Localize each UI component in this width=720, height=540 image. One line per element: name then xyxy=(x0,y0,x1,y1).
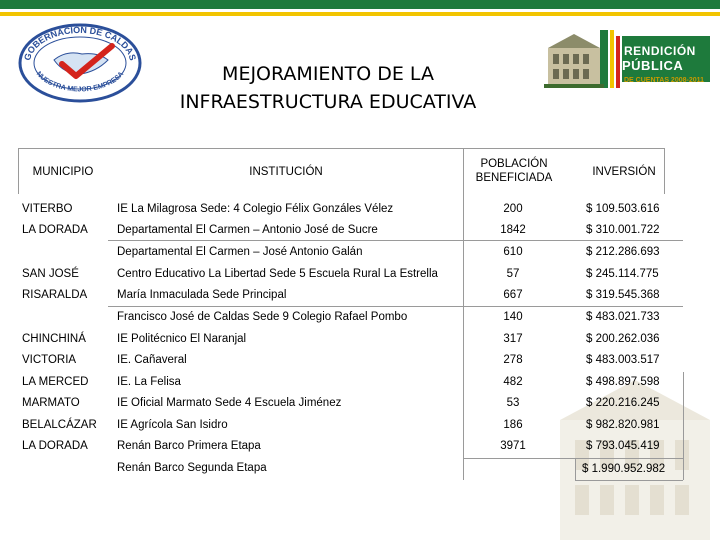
cell-municipio: VICTORIA xyxy=(22,354,77,366)
cell-institucion: IE La Milagrosa Sede: 4 Colegio Félix Gonzáles Vélez xyxy=(117,203,394,215)
header-institucion: INSTITUCIÓN xyxy=(249,166,323,178)
cell-institucion: IE Agrícola San Isidro xyxy=(117,419,228,431)
cell-municipio: VITERBO xyxy=(22,203,73,215)
cell-institucion: IE. La Felisa xyxy=(117,376,181,388)
cell-inversion: $ 793.045.419 xyxy=(586,440,660,452)
header-poblacion-line1: POBLACIÓN xyxy=(480,158,548,170)
cell-inversion: $ 310.001.722 xyxy=(586,224,660,236)
cell-institucion: Centro Educativo La Libertad Sede 5 Escuela Rural La Estrella xyxy=(117,268,438,280)
title-line1: MEJORAMIENTO DE LA xyxy=(222,63,434,85)
cell-inversion: $ 212.286.693 xyxy=(586,246,660,258)
cell-poblacion: 610 xyxy=(503,246,523,258)
cell-inversion-total: $ 1.990.952.982 xyxy=(582,463,666,475)
header-poblacion-line2: BENEFICIADA xyxy=(475,172,553,184)
logo-subtitle: DE CUENTAS 2008-2011 xyxy=(624,77,705,84)
cell-inversion: $ 220.216.245 xyxy=(586,397,660,409)
logo-title-line2: PÚBLICA xyxy=(622,58,684,73)
cell-institucion: María Inmaculada Sede Principal xyxy=(117,289,287,301)
cell-institucion: IE. Cañaveral xyxy=(117,354,187,366)
cell-inversion: $ 483.003.517 xyxy=(586,354,660,366)
cell-poblacion: 667 xyxy=(503,289,523,301)
logo-title-line1: RENDICIÓN xyxy=(624,44,696,58)
cell-institucion: Departamental El Carmen – José Antonio Galán xyxy=(117,246,363,258)
cell-institucion: Renán Barco Primera Etapa xyxy=(117,440,261,452)
cell-inversion: $ 483.021.733 xyxy=(586,311,660,323)
title-line2: INFRAESTRUCTURA EDUCATIVA xyxy=(179,91,477,113)
cell-inversion: $ 498.897.598 xyxy=(586,376,660,388)
page-title xyxy=(150,60,506,116)
cell-institucion: Departamental El Carmen – Antonio José de Sucre xyxy=(117,224,378,236)
cell-municipio: LA MERCED xyxy=(22,376,89,388)
logo-bottom-text: NUESTRA MEJOR EMPRESA xyxy=(34,70,126,94)
header-poblacion xyxy=(465,157,563,185)
cell-municipio: BELALCÁZAR xyxy=(22,419,97,431)
cell-poblacion: 278 xyxy=(503,354,523,366)
header-municipio: MUNICIPIO xyxy=(32,166,94,178)
cell-inversion: $ 319.545.368 xyxy=(586,289,660,301)
cell-institucion: IE Oficial Marmato Sede 4 Escuela Jiménez xyxy=(117,397,342,409)
cell-municipio: SAN JOSÉ xyxy=(22,268,79,280)
cell-municipio: LA DORADA xyxy=(22,440,88,452)
cell-municipio: RISARALDA xyxy=(22,289,88,301)
gobernacion-caldas-logo xyxy=(16,22,144,104)
cell-inversion: $ 245.114.775 xyxy=(586,268,659,280)
cell-institucion: Francisco José de Caldas Sede 9 Colegio Rafael Pombo xyxy=(117,311,408,323)
header-inversion: INVERSIÓN xyxy=(592,166,656,178)
cell-municipio: CHINCHINÁ xyxy=(22,333,86,345)
cell-poblacion: 1842 xyxy=(500,224,526,236)
top-green-stripe xyxy=(0,0,720,9)
cell-institucion: IE Politécnico El Naranjal xyxy=(117,333,247,345)
cell-poblacion: 3971 xyxy=(500,440,526,452)
cell-municipio: LA DORADA xyxy=(22,224,88,236)
cell-poblacion: 200 xyxy=(503,203,523,215)
cell-inversion: $ 982.820.981 xyxy=(586,419,660,431)
cell-poblacion: 317 xyxy=(503,333,523,345)
cell-inversion: $ 109.503.616 xyxy=(586,203,660,215)
cell-municipio: MARMATO xyxy=(22,397,80,409)
cell-poblacion: 57 xyxy=(506,268,520,280)
cell-inversion: $ 200.262.036 xyxy=(586,333,660,345)
logo-top-text: GOBERNACIÓN DE CALDAS xyxy=(22,24,138,62)
cell-poblacion: 140 xyxy=(503,311,523,323)
cell-poblacion: 482 xyxy=(503,376,523,388)
top-yellow-stripe xyxy=(0,12,720,16)
cell-institucion: Renán Barco Segunda Etapa xyxy=(117,462,267,474)
cell-poblacion: 53 xyxy=(506,397,520,409)
cell-poblacion: 186 xyxy=(503,419,523,431)
